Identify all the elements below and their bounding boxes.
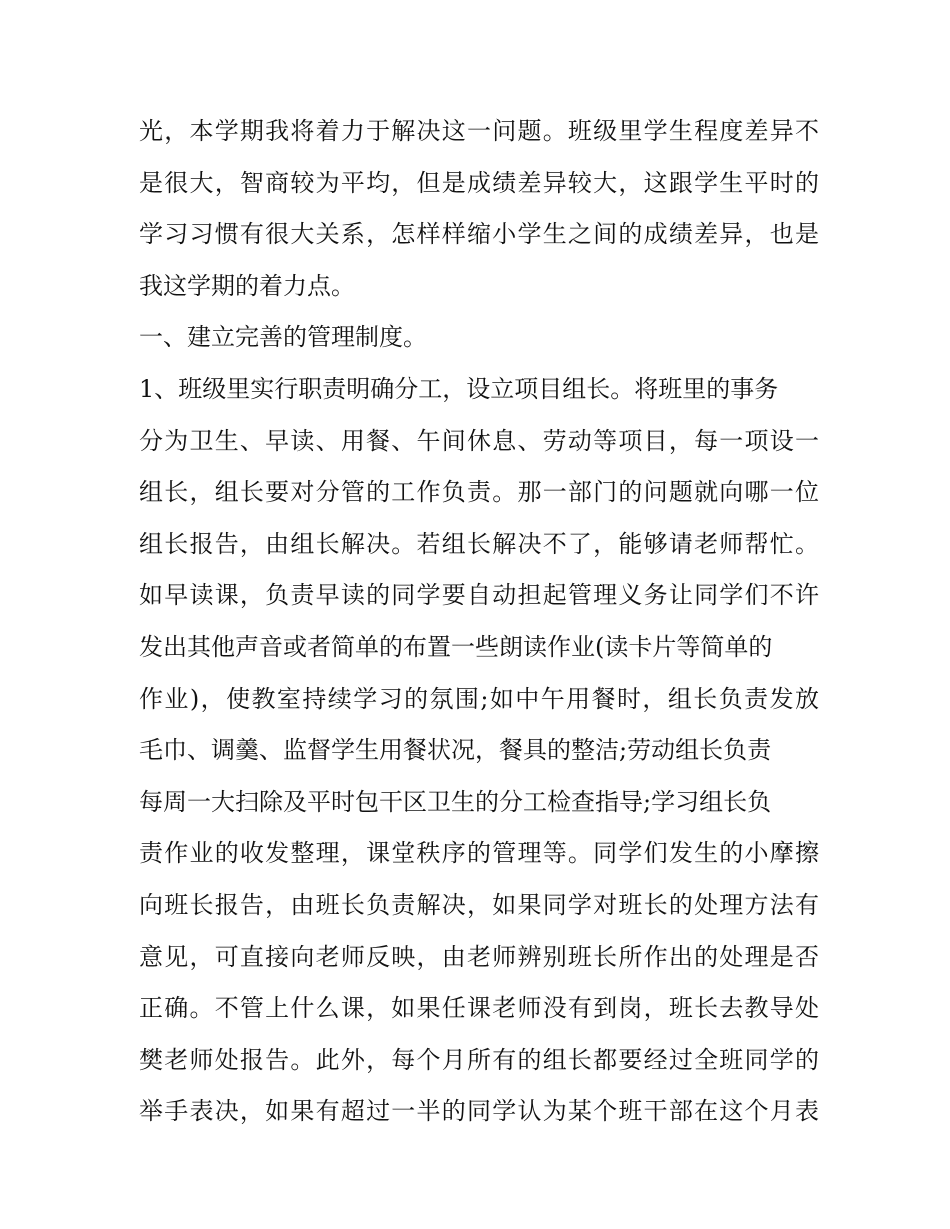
text-line: 每周一大扫除及平时包干区卫生的分工检查指导;学习组长负 <box>139 787 772 816</box>
text-line: 我这学期的着力点。 <box>139 271 355 300</box>
text-line: 组长报告，由组长解决。若组长解决不了，能够请老师帮忙。 <box>139 529 819 558</box>
text-line: 举手表决，如果有超过一半的同学认为某个班干部在这个月表 <box>139 1097 819 1126</box>
text-line: 毛巾、调羹、监督学生用餐状况，餐具的整洁;劳动组长负责 <box>139 736 772 765</box>
text-line: 分为卫生、早读、用餐、午间休息、劳动等项目，每一项设一 <box>139 426 819 455</box>
text-line: 正确。不管上什么课，如果任课老师没有到岗，班长去教导处 <box>139 994 819 1023</box>
body-text <box>139 106 819 1138</box>
text-line: 1、班级里实行职责明确分工，设立项目组长。将班里的事务 <box>139 374 779 403</box>
text-line: 向班长报告，由班长负责解决，如果同学对班长的处理方法有 <box>139 890 819 919</box>
text-line: 作业)，使教室持续学习的氛围;如中午用餐时，组长负责发放 <box>139 684 819 713</box>
text-line: 意见，可直接向老师反映，由老师辨别班长所作出的处理是否 <box>139 942 819 971</box>
text-line: 发出其他声音或者简单的布置一些朗读作业(读卡片等简单的 <box>139 632 773 661</box>
text-line: 如早读课，负责早读的同学要自动担起管理义务让同学们不许 <box>139 581 819 610</box>
text-line: 责作业的收发整理，课堂秩序的管理等。同学们发生的小摩擦 <box>139 839 819 868</box>
text-line: 樊老师处报告。此外，每个月所有的组长都要经过全班同学的 <box>139 1045 819 1074</box>
text-line: 学习习惯有很大关系，怎样样缩小学生之间的成绩差异，也是 <box>139 220 819 249</box>
text-line: 是很大，智商较为平均，但是成绩差异较大，这跟学生平时的 <box>139 168 819 197</box>
text-line: 光，本学期我将着力于解决这一问题。班级里学生程度差异不 <box>139 117 819 145</box>
text-line: 组长，组长要对分管的工作负责。那一部门的问题就向哪一位 <box>139 478 819 507</box>
section-heading: 一、建立完善的管理制度。 <box>139 323 427 352</box>
